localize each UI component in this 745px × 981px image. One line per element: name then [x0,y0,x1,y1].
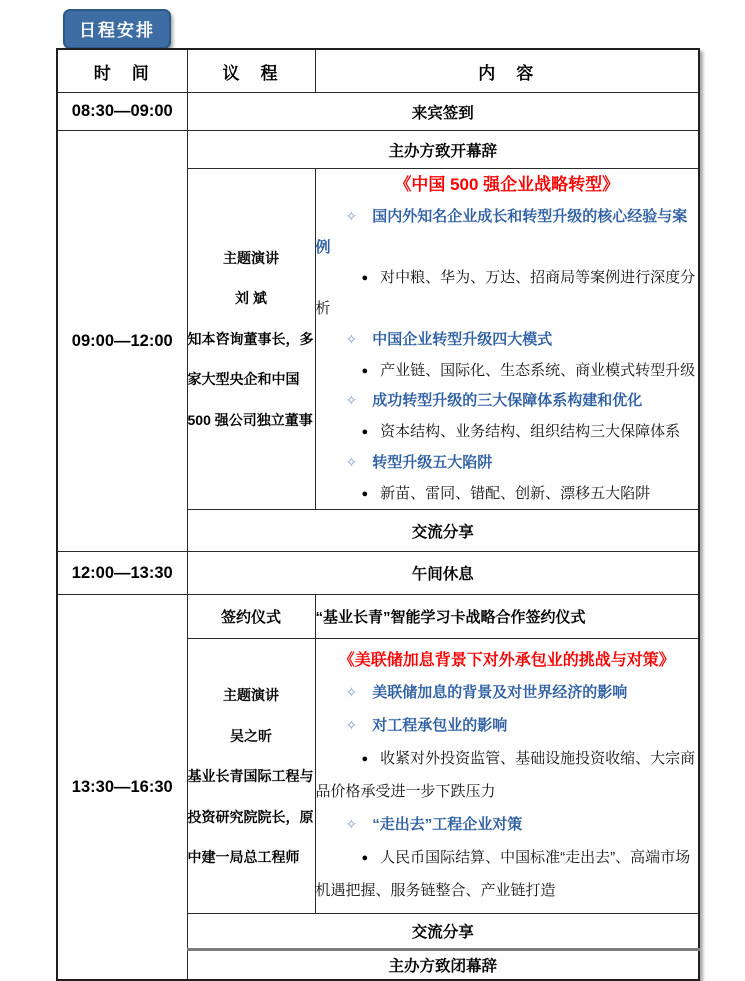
topic-line [316,709,699,742]
header-row [57,49,699,93]
detail-text: 收紧对外投资监管、基础设施投资收缩、大宗商品价格承受进一步下跌压力 [315,750,696,801]
lunch-label: 午间休息 [187,552,699,595]
detail-line [316,417,699,448]
dot-icon: ● [361,364,369,377]
diamond-icon: ✧ [345,330,358,347]
row-lunch [57,552,699,595]
closing-label: 主办方致闭幕辞 [187,950,699,980]
dot-icon: ● [361,487,369,500]
row-signing [57,595,699,639]
header-agenda: 议 程 [187,49,315,93]
topic-text: “走出去”工程企业对策 [372,816,523,834]
morning-content-cell [315,169,699,510]
detail-line [316,356,699,387]
signing-agenda-label: 签约仪式 [187,595,315,639]
opening-label: 主办方致开幕辞 [187,131,699,169]
morning-speaker-name: 刘 斌 [235,290,267,307]
afternoon-time: 13:30—16:30 [57,595,187,980]
detail-text: 资本结构、业务结构、组织结构三大保障体系 [380,423,681,441]
dot-icon: ● [361,753,369,766]
lunch-time: 12:00—13:30 [57,552,187,595]
detail-line [316,263,699,325]
signing-content-label: “基业长青”智能学习卡战略合作签约仪式 [315,595,699,639]
morning-time: 09:00—12:00 [57,131,187,552]
morning-agenda-type: 主题演讲 [223,249,279,266]
detail-line [316,841,699,907]
morning-session-title: 《中国 500 强企业战略转型》 [394,175,620,194]
dot-icon: ● [361,852,369,865]
topic-line [316,386,699,417]
afternoon-session-title: 《美联储加息背景下对外承包业的挑战与对策》 [338,652,675,670]
detail-text: 产业链、国际化、生态系统、商业模式转型升级 [380,361,696,379]
detail-text: 新苗、雷同、错配、创新、漂移五大陷阱 [380,484,651,502]
diamond-icon: ✧ [345,207,358,224]
share1-label: 交流分享 [187,510,699,552]
header-content: 内 容 [315,49,699,93]
detail-line [316,742,699,808]
detail-text: 人民币国际结算、中国标准“走出去”、高端市场机遇把握、服务链整合、产业链打造 [315,849,691,900]
afternoon-agenda-type: 主题演讲 [223,686,279,703]
morning-agenda-cell [187,169,315,510]
topic-text: 美联储加息的背景及对世界经济的影响 [372,684,628,702]
diamond-icon: ✧ [345,717,358,734]
topic-line [316,448,699,479]
diamond-icon: ✧ [345,453,358,470]
header-time: 时 间 [57,49,187,93]
topic-text: 转型升级五大陷阱 [372,453,493,471]
topic-line [316,202,699,264]
dot-icon: ● [361,426,369,439]
topic-line [316,808,699,841]
morning-speaker-bio: 知本咨询董事长，多家大型央企和中国 500 强公司独立董事 [187,330,314,429]
schedule-table [56,48,700,981]
topic-text: 中国企业转型升级四大模式 [372,330,553,348]
signin-time: 08:30—09:00 [57,93,187,131]
afternoon-content-cell [315,639,699,914]
detail-line [316,479,699,510]
topic-text: 成功转型升级的三大保障体系构建和优化 [372,392,643,410]
afternoon-agenda-cell [187,639,315,914]
diamond-icon: ✧ [345,684,358,701]
diamond-icon: ✧ [345,816,358,833]
diamond-icon: ✧ [345,392,358,409]
row-signin [57,93,699,131]
dot-icon: ● [361,272,369,285]
topic-line [316,676,699,709]
share2-label: 交流分享 [187,914,699,950]
schedule-badge: 日程安排 [63,9,171,49]
topic-text: 国内外知名企业成长和转型升级的核心经验与案例 [315,207,688,256]
topic-line [316,325,699,356]
row-opening [57,131,699,169]
afternoon-speaker-bio: 基业长青国际工程与投资研究院院长，原中建一局总工程师 [187,768,314,866]
detail-text: 对中粮、华为、万达、招商局等案例进行深度分析 [315,269,696,318]
topic-text: 对工程承包业的影响 [372,717,508,735]
signin-label: 来宾签到 [187,93,699,131]
afternoon-speaker-name: 吴之昕 [230,727,272,744]
